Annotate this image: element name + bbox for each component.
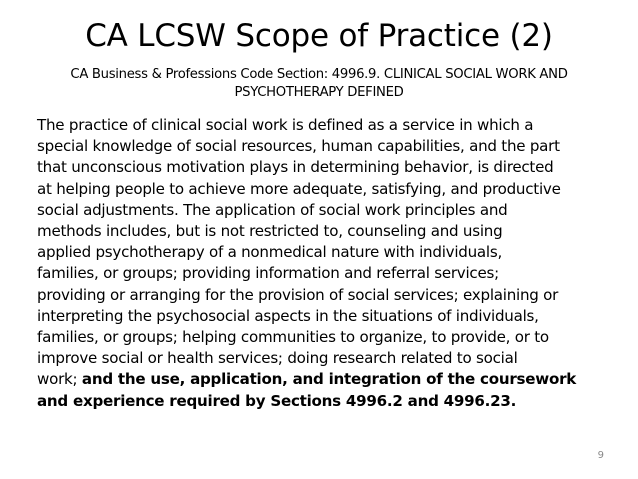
body-line: methods includes, but is not restricted to, counseling and using bbox=[37, 222, 503, 241]
subtitle-line-1: CA Business & Professions Code Section: 4996.9. CLINICAL SOCIAL WORK AND bbox=[70, 67, 568, 82]
slide-subtitle bbox=[30, 66, 608, 102]
body-line: improve social or health services; doing research related to social bbox=[37, 349, 518, 368]
body-line: interpreting the psychosocial aspects in the situations of individuals, bbox=[37, 306, 539, 325]
body-line: at helping people to achieve more adequate, satisfying, and productive bbox=[37, 179, 561, 198]
body-line-bold-part: and experience required by Sections 4996.2 and 4996.23. bbox=[37, 391, 517, 410]
slide-title: CA LCSW Scope of Practice (2) bbox=[85, 18, 553, 54]
body-line: families, or groups; providing information and referral services; bbox=[37, 264, 499, 283]
page-number: 9 bbox=[597, 450, 604, 461]
body-line-bold bbox=[37, 391, 607, 412]
body-paragraph bbox=[37, 115, 607, 412]
body-line: applied psychotherapy of a nonmedical nature with individuals, bbox=[37, 243, 503, 262]
body-line-bold-part: and the use, application, and integration of the coursework bbox=[81, 370, 577, 389]
body-line: social adjustments. The application of social work principles and bbox=[37, 200, 508, 219]
body-line: that unconscious motivation plays in determining behavior, is directed bbox=[37, 158, 554, 177]
body-line: special knowledge of social resources, human capabilities, and the part bbox=[37, 137, 560, 156]
subtitle-line-2: PSYCHOTHERAPY DEFINED bbox=[234, 85, 404, 100]
body-line-plain-part: work; bbox=[37, 370, 82, 389]
body-line-mixed bbox=[37, 369, 607, 390]
body-line: The practice of clinical social work is defined as a service in which a bbox=[37, 116, 534, 134]
body-line: providing or arranging for the provision of social services; explaining or bbox=[37, 285, 559, 304]
body-line: families, or groups; helping communities to organize, to provide, or to bbox=[37, 328, 549, 347]
